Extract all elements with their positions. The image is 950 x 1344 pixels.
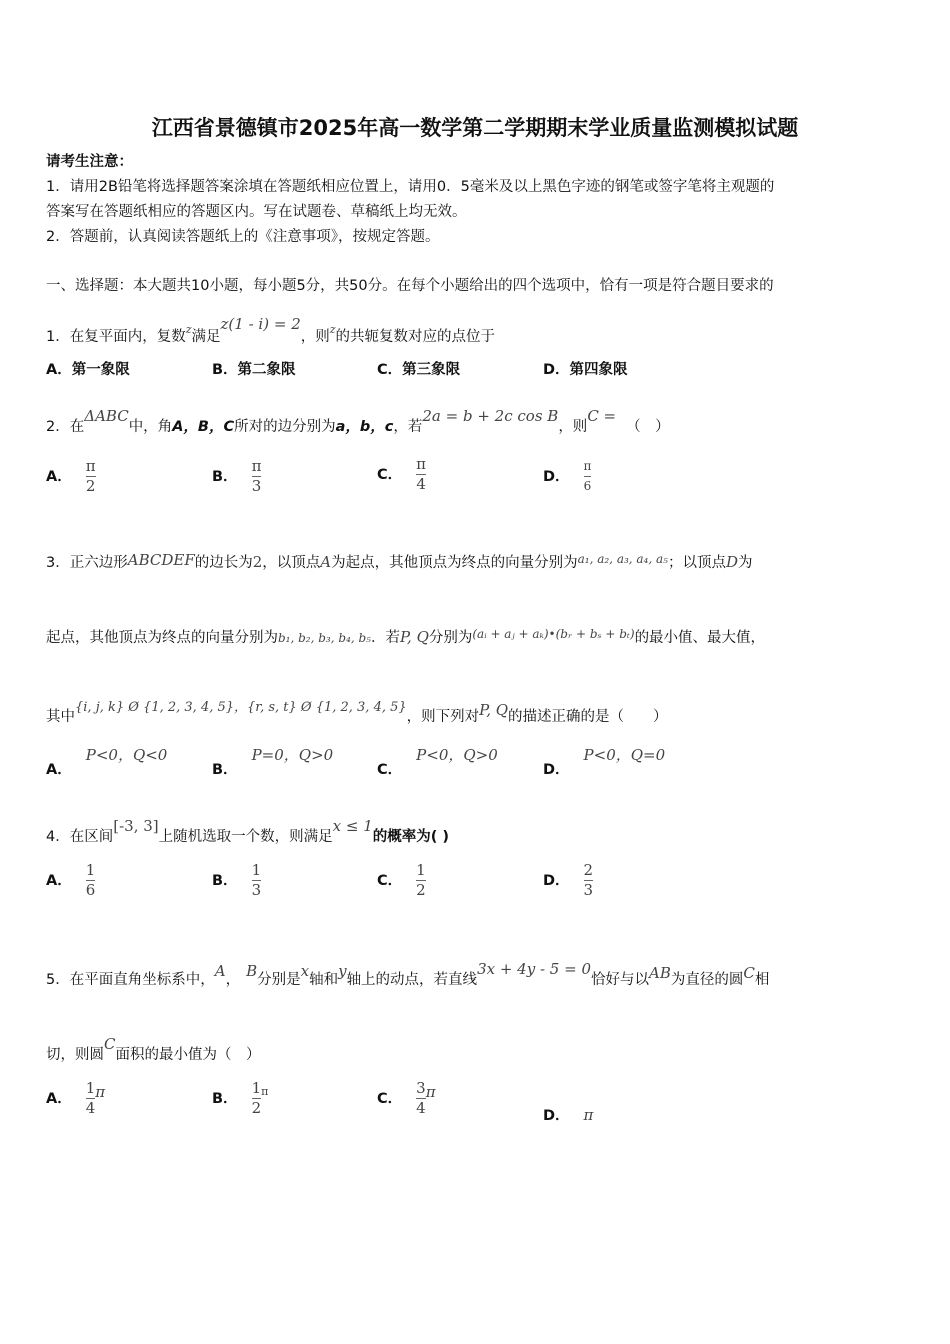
option-math: P<0，Q<0 — [85, 746, 168, 764]
q3-text: 为 — [738, 555, 753, 571]
fraction-numerator: 2 — [583, 861, 594, 879]
q3-text: 的边长为 — [194, 555, 253, 571]
q2-option-c[interactable] — [377, 456, 426, 493]
q3-option-a[interactable] — [46, 744, 167, 779]
option-label: C． — [377, 762, 403, 778]
fraction-numerator: 1 — [416, 861, 426, 879]
fraction-numerator: 1 — [251, 861, 262, 879]
q5-number: 5． — [46, 972, 70, 988]
fraction-numerator: π — [251, 457, 262, 475]
q5-math-b: B — [246, 962, 258, 980]
question-5-line-2 — [46, 1034, 260, 1065]
q1-option-a[interactable]: A．第一象限 — [46, 362, 130, 378]
q3-math-length: 2 — [252, 553, 263, 571]
fraction-numerator: 1 — [85, 861, 96, 879]
fraction-denominator: 4 — [416, 475, 426, 493]
q3-text: 起点，其他顶点为终点的向量分别为 — [46, 630, 278, 646]
q3-math-d: D — [725, 553, 738, 571]
fraction-numerator: 1 — [251, 1079, 262, 1097]
q5-math-ab: AB — [648, 964, 671, 982]
q3-text: 为起点，其他顶点为终点的向量分别为 — [331, 555, 578, 571]
option-label: D． — [543, 469, 570, 485]
fraction-denominator: 3 — [251, 881, 262, 899]
q4-option-d[interactable] — [543, 862, 593, 899]
fraction-numerator: 3 — [416, 1079, 426, 1097]
q3-text: 的描述正确的是（ ） — [508, 709, 668, 725]
q5-text: 为直径的圆 — [670, 972, 744, 988]
fraction-numerator: π — [85, 457, 96, 475]
q5-option-d[interactable] — [543, 1104, 593, 1125]
q4-math-interval: [-3, 3] — [113, 817, 159, 835]
pi-symbol: π — [261, 1085, 269, 1098]
q3-math-index-sets: {i, j, k} Ø {1, 2, 3, 4, 5}，{r, s, t} Ø {1, 2, 3, 4, 5} — [75, 700, 407, 715]
option-label: D． — [543, 1108, 570, 1124]
q5-option-c[interactable] — [377, 1080, 436, 1117]
q2-blank: （ ） — [626, 419, 670, 435]
pi-symbol: π — [583, 1106, 594, 1124]
q5-math-y: y — [338, 962, 347, 980]
q1-math-z: z — [185, 323, 192, 336]
q5-text: 面积的最小值为（ ） — [115, 1047, 261, 1063]
q2-number: 2． — [46, 419, 70, 435]
q2-option-a[interactable] — [46, 458, 96, 495]
q2-math-c: C = — [587, 407, 617, 425]
q5-text: 切，则圆 — [46, 1047, 104, 1063]
option-label: C． — [377, 1091, 403, 1107]
q3-math-vectors-a: a₁, a₂, a₃, a₄, a₅ — [577, 552, 668, 566]
pi-symbol: π — [425, 1083, 436, 1101]
q1-text: 的共轭复数对应的点位于 — [335, 329, 496, 345]
fraction-denominator: 3 — [583, 881, 594, 899]
fraction-numerator: π — [583, 459, 592, 473]
q1-math-z: z — [329, 323, 336, 336]
fraction-denominator: 6 — [85, 881, 96, 899]
q2-sides: a，b，c — [335, 419, 394, 435]
q1-text: 在复平面内，复数 — [69, 329, 186, 345]
question-5-line-1 — [46, 959, 769, 990]
question-3-line-2 — [46, 624, 765, 648]
question-4 — [46, 816, 449, 847]
fraction-numerator: π — [416, 455, 427, 473]
q1-number: 1． — [46, 329, 70, 345]
option-label: D． — [543, 762, 570, 778]
q2-text: ，若 — [393, 419, 423, 435]
q4-number: 4． — [46, 829, 70, 845]
option-label: B． — [212, 873, 238, 889]
q2-option-b[interactable] — [212, 458, 261, 495]
option-label: D． — [543, 873, 570, 889]
section-heading: 一、选择题：本大题共10小题，每小题5分，共50分。在每个小题给出的四个选项中，恰有一项是符合题目要求的 — [46, 278, 774, 294]
notice-heading: 请考生注意： — [46, 154, 133, 170]
q2-text: ，则 — [558, 419, 588, 435]
q3-math-dot-product: (aᵢ + aⱼ + aₖ)•(bᵣ + bₛ + bₜ) — [472, 627, 635, 641]
q4-option-b[interactable] — [212, 862, 261, 899]
fraction-denominator: 6 — [583, 479, 592, 493]
fraction-denominator: 2 — [85, 477, 96, 495]
fraction-denominator: 2 — [251, 1099, 262, 1117]
q5-math-a: A — [214, 962, 226, 980]
question-3-line-3 — [46, 698, 668, 727]
q2-text: 所对的边分别为 — [234, 419, 336, 435]
fraction-denominator: 2 — [416, 881, 426, 899]
q2-math-equation: 2a = b + 2c cos B — [422, 407, 559, 425]
q5-text: 恰好与以 — [590, 972, 649, 988]
q3-text: ．若 — [370, 630, 400, 646]
q5-math-circle: C — [743, 964, 755, 982]
option-label: A． — [46, 469, 72, 485]
q5-math-line: 3x + 4y - 5 = 0 — [477, 960, 591, 978]
q5-option-b[interactable] — [212, 1080, 268, 1117]
q5-text: ， — [225, 972, 241, 988]
q5-text: 分别是 — [257, 972, 301, 988]
q3-text: 其中 — [46, 709, 75, 725]
option-label: B． — [212, 469, 238, 485]
q4-option-a[interactable] — [46, 862, 95, 899]
q1-option-d[interactable]: D．第四象限 — [543, 362, 628, 378]
q5-math-circle: C — [104, 1035, 116, 1053]
fraction-numerator: 1 — [85, 1079, 96, 1097]
q1-text: 满足 — [191, 329, 221, 345]
q4-text: 在区间 — [69, 829, 114, 845]
q1-option-c[interactable]: C．第三象限 — [377, 362, 461, 378]
option-label: B． — [212, 762, 238, 778]
pi-symbol: π — [95, 1083, 106, 1101]
q3-text: 的最小值、最大值， — [634, 630, 766, 646]
q5-text: 轴和 — [309, 972, 339, 988]
notice-line-2: 2．答题前，认真阅读答题纸上的《注意事项》，按规定答题。 — [46, 229, 440, 245]
q4-text: 的概率为( ) — [372, 829, 450, 845]
q3-option-b[interactable] — [212, 744, 333, 779]
q2-math-triangle: ΔABC — [84, 407, 129, 425]
q5-text: 在平面直角坐标系中， — [69, 972, 215, 988]
q3-text: 正六边形 — [69, 555, 128, 571]
option-label: A． — [46, 1091, 72, 1107]
notice-line-1a: 1．请用2B铅笔将选择题答案涂填在答题纸相应位置上，请用0．5毫米及以上黑色字迹的钢笔或签字笔将主观题的 — [46, 179, 775, 195]
q2-option-d[interactable] — [543, 458, 591, 495]
option-math: P<0，Q>0 — [416, 746, 498, 764]
q4-option-c[interactable] — [377, 862, 426, 899]
q2-angles: A，B，C — [172, 419, 235, 435]
q3-text: 分别为 — [428, 630, 473, 646]
fraction-denominator: 3 — [251, 477, 262, 495]
notice-line-1b: 答案写在答题纸相应的答题区内。写在试题卷、草稿纸上均无效。 — [46, 204, 467, 220]
q4-text: 上随机选取一个数，则满足 — [158, 829, 333, 845]
option-label: B． — [212, 1091, 238, 1107]
option-label: A． — [46, 873, 72, 889]
q5-text: 轴上的动点，若直线 — [346, 972, 478, 988]
question-3-line-1 — [46, 549, 753, 573]
q1-option-b[interactable]: B．第二象限 — [212, 362, 296, 378]
question-1 — [46, 314, 495, 347]
q2-text: 中，角 — [128, 419, 173, 435]
q3-text: ，则下列对 — [406, 709, 480, 725]
q5-text: 相 — [754, 972, 770, 988]
q4-math-condition: x ≤ 1 — [332, 817, 373, 835]
q5-option-a[interactable] — [46, 1080, 105, 1117]
q3-text: ；以顶点 — [667, 555, 726, 571]
fraction-denominator: 4 — [416, 1099, 426, 1117]
question-2 — [46, 406, 670, 437]
q3-math-hexagon: ABCDEF — [127, 551, 195, 569]
q3-math-pq: P, Q — [399, 628, 429, 646]
fraction-denominator: 4 — [85, 1099, 96, 1117]
q1-text: ，则 — [300, 329, 330, 345]
q3-option-c[interactable] — [377, 744, 498, 779]
option-math: P=0，Q>0 — [251, 746, 334, 764]
option-label: C． — [377, 873, 403, 889]
q3-text: ，以顶点 — [262, 555, 321, 571]
q3-option-d[interactable] — [543, 744, 665, 779]
option-label: A． — [46, 762, 72, 778]
q2-text: 在 — [69, 419, 85, 435]
q3-number: 3． — [46, 555, 70, 571]
q5-math-x: x — [300, 962, 310, 980]
q3-math-a: A — [320, 553, 332, 571]
q3-math-vectors-b: b₁, b₂, b₃, b₄, b₅ — [278, 631, 371, 645]
option-math: P<0，Q=0 — [583, 746, 666, 764]
q3-math-pq: P, Q — [479, 701, 509, 719]
q1-math-equation: z(1 - i) = 2 — [220, 315, 301, 333]
option-label: C． — [377, 467, 403, 483]
page-title: 江西省景德镇市2025年高一数学第二学期期末学业质量监测模拟试题 — [151, 116, 799, 140]
